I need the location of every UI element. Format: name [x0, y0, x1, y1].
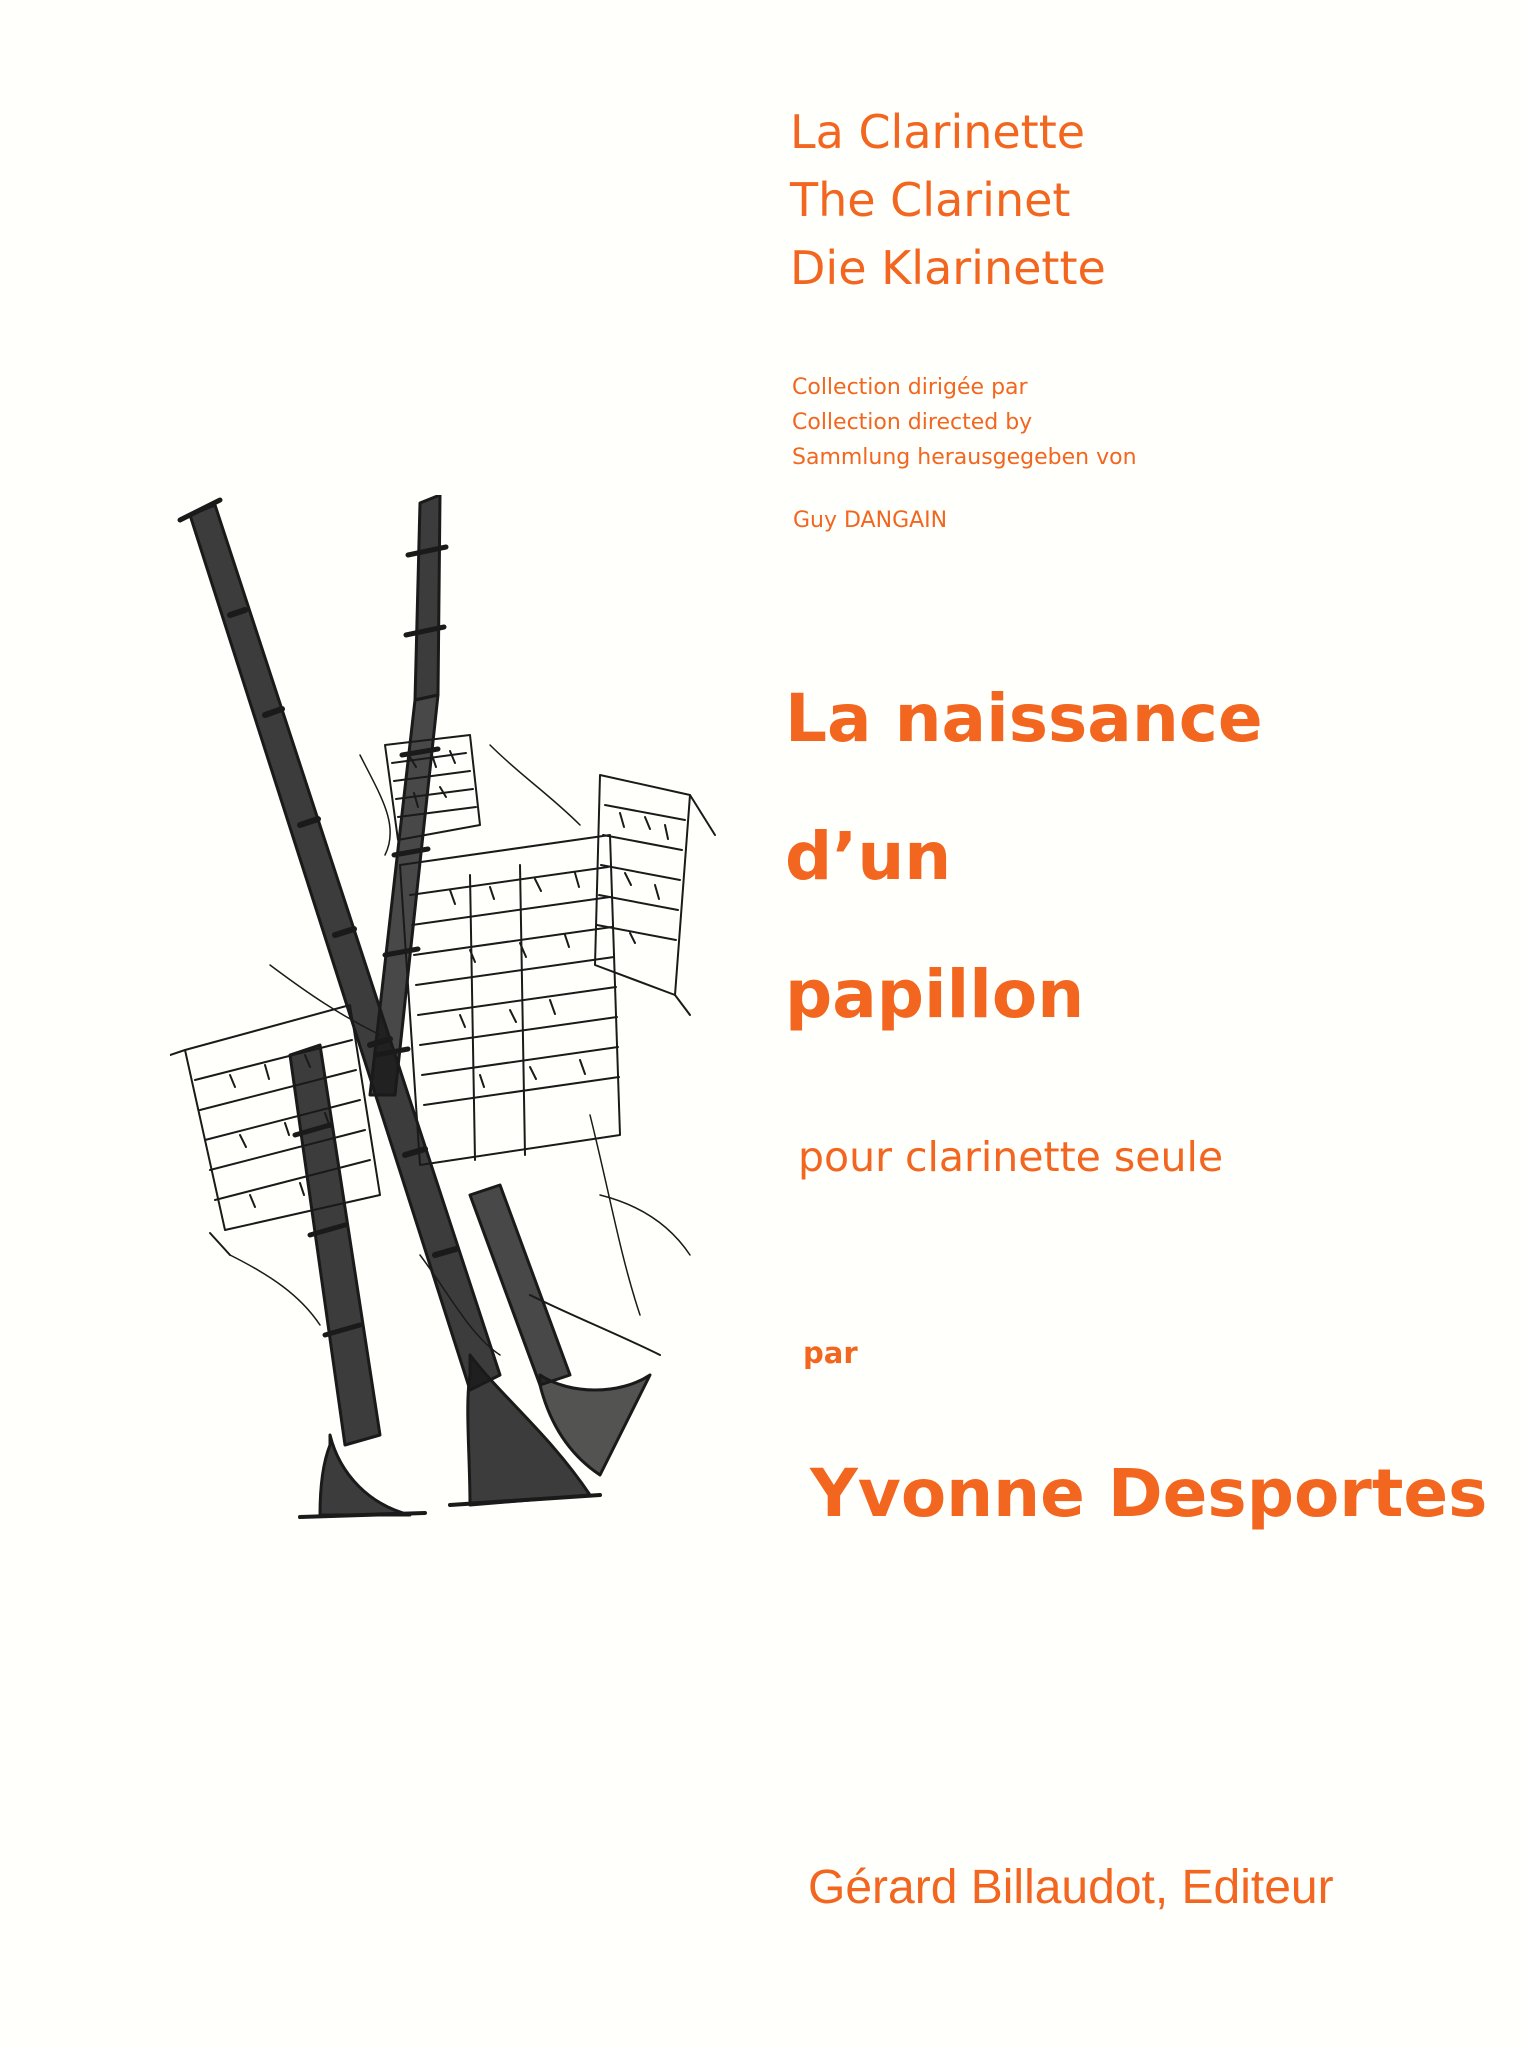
sheet-music-page-left: [170, 1005, 380, 1255]
work-title: [785, 650, 1263, 1064]
composer-name: Yvonne Desportes: [810, 1455, 1488, 1532]
work-title-line-3: papillon: [785, 956, 1085, 1033]
series-title-en: The Clarinet: [790, 173, 1071, 227]
series-title-fr: La Clarinette: [790, 105, 1086, 159]
collection-credit: [792, 370, 1137, 475]
series-title: [790, 98, 1106, 302]
work-title-line-2: d’un: [785, 818, 952, 895]
work-title-line-1: La naissance: [785, 680, 1263, 757]
sheet-music-page-center: [400, 835, 620, 1165]
collection-line-en: Collection directed by: [792, 410, 1033, 435]
clarinet-sketch-icon: [170, 495, 730, 1520]
series-title-de: Die Klarinette: [790, 241, 1106, 295]
collection-line-de: Sammlung herausgegeben von: [792, 445, 1137, 470]
collection-editor-name: Guy DANGAIN: [793, 508, 948, 533]
clarinet-second: [370, 495, 446, 1095]
by-label: par: [803, 1336, 858, 1370]
work-subtitle: pour clarinette seule: [798, 1133, 1224, 1181]
collection-line-fr: Collection dirigée par: [792, 375, 1028, 400]
publisher-name: Gérard Billaudot, Editeur: [808, 1861, 1334, 1914]
